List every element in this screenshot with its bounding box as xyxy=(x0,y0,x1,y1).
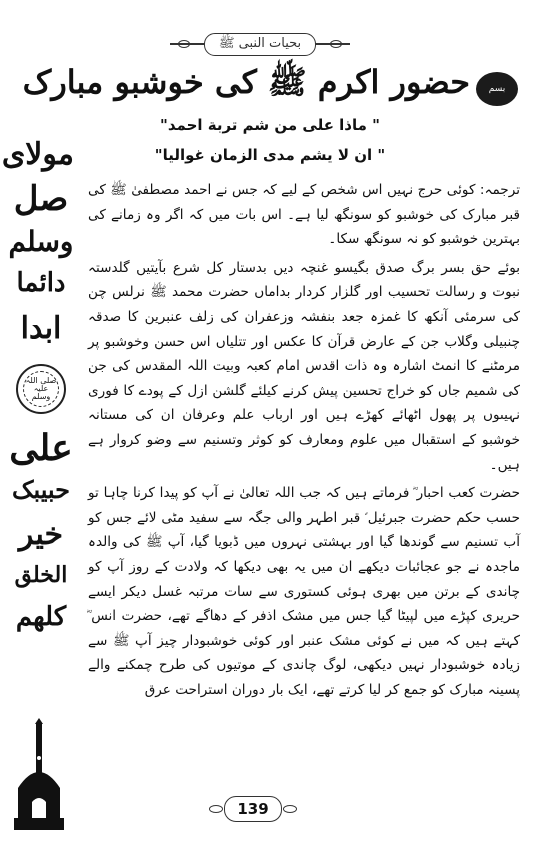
calligraphy-word: الخلق xyxy=(14,562,68,588)
paragraph: ترجمہ: کوئی حرج نہیں اس شخص کے لیے کہ جس نے احمد مصطفیٰ ﷺ کی قبر مبارک کی خوشبو کو سونگھ لیا ہے۔ اس بات میں کہ اگر وہ زمانے کی بہترین خوشبو کو نہ سونگھ سکا۔ xyxy=(88,182,520,248)
calligraphy-word: دائما xyxy=(16,268,66,298)
seal-text: صلی اللہ علیہ وسلم xyxy=(23,371,59,407)
calligraphy-word: علی xyxy=(9,427,73,469)
page-number-frame xyxy=(224,796,282,822)
salawat-seal xyxy=(16,364,66,414)
badge-text: بسم xyxy=(488,84,506,94)
mosque-icon xyxy=(14,718,64,830)
calligraphy-word: کلهم xyxy=(15,602,67,632)
ornament-icon xyxy=(283,805,297,813)
calligraphy-word: ابدا xyxy=(20,311,62,346)
ornament-icon xyxy=(209,805,223,813)
body-text xyxy=(88,178,520,702)
arabic-verse-1: " ماذا علی من شم تربة احمد" xyxy=(160,116,380,134)
calligraphy-column xyxy=(1,120,74,680)
calligraphy-word: مولای xyxy=(1,137,74,172)
chapter-label: بحیات النبی ﷺ xyxy=(204,33,316,56)
paragraph: حضرت کعب احبار ؓ فرماتے ہیں کہ جب اللہ تعالیٰ نے آپ کو پیدا کرنا چاہا تو حسب حکم حضرت جبرئیل ؑ قبر اطہر والی جگہ سے سفید مٹی لائے جس کو آب تسنیم سے گوندھا گیا اور بہشتی نہروں میں ڈبویا گیا، آپ ﷺ کی والدہ ماجدہ نے جو عجائبات دیکھے ان میں یہ بھی دیکھا کہ ولادت کے روز آپ کو چاندی کے برتن میں بھری ہوئی کستوری سے سات مرتبہ غسل دیکر ایسے حریری کپڑے میں لپیٹا گیا جس میں مشک اذفر کے دھاگے تھے، حضرت انس ؓ کہتے ہیں کہ میں نے کوئی مشک عنبر اور کوئی خوشبودار چیز آپ ﷺ سے زیادہ خوشبودار نہیں دیکھی، لوگ چاندی کے موتیوں کی طرح چمکنے والے پسینہ مبارک کو جمع کر لیا کرتے تھے، ایک بار دوران استراحت عرق xyxy=(88,485,520,698)
bismillah-badge xyxy=(476,72,518,106)
ornament-icon xyxy=(178,40,190,48)
page-number: 139 xyxy=(237,800,269,818)
calligraphy-word: خیر xyxy=(18,517,64,552)
arabic-verse-2: " ان لا يشم مدى الزمان غواليا" xyxy=(154,146,386,164)
calligraphy-word: صل xyxy=(13,179,69,219)
paragraph: بوئے حق بسر برگ صدق بگیسو غنچہ دیں بدستار کل شرع بآیتیں گلدستہ نبوت و رسالت تحسیب اور گلزار کردار بداماں حضرت محمد ﷺ نرلس چن کی سرمئی آنکھ کا غمزہ جعد بنفشہ وزعفران کی زلف عنبرین کا صدقہ چنبیلی وگلاب جن کے عارض قرآن کا عکس اور تتلیاں اس حسن وخوشبو پر مرمٹنے کا انمٹ اشارہ وہ ذات اقدس امام کعبہ وبیت اللہ المقدس کی جن کی شمیم جاں کو خراج تحسین پیش کرنے کیلئے گلشن ازل کے پودے کا فوری نہیںوں پر پھول اٹھائے کھڑے ہیں اور ارباب علم وعرفان ان کی مستانہ خوشبو کے استقبال میں علوم ومعارف کو کوثر وتسنیم سے وضو کروار ہے ہیں۔ xyxy=(88,259,520,473)
calligraphy-word: حبیبک xyxy=(11,475,71,504)
ornament-icon xyxy=(330,40,342,48)
calligraphy-word: وسلم xyxy=(8,225,74,258)
page-title: حضور اکرم ﷺ کی خوشبو مبارک xyxy=(22,63,470,101)
chapter-header xyxy=(176,32,344,56)
